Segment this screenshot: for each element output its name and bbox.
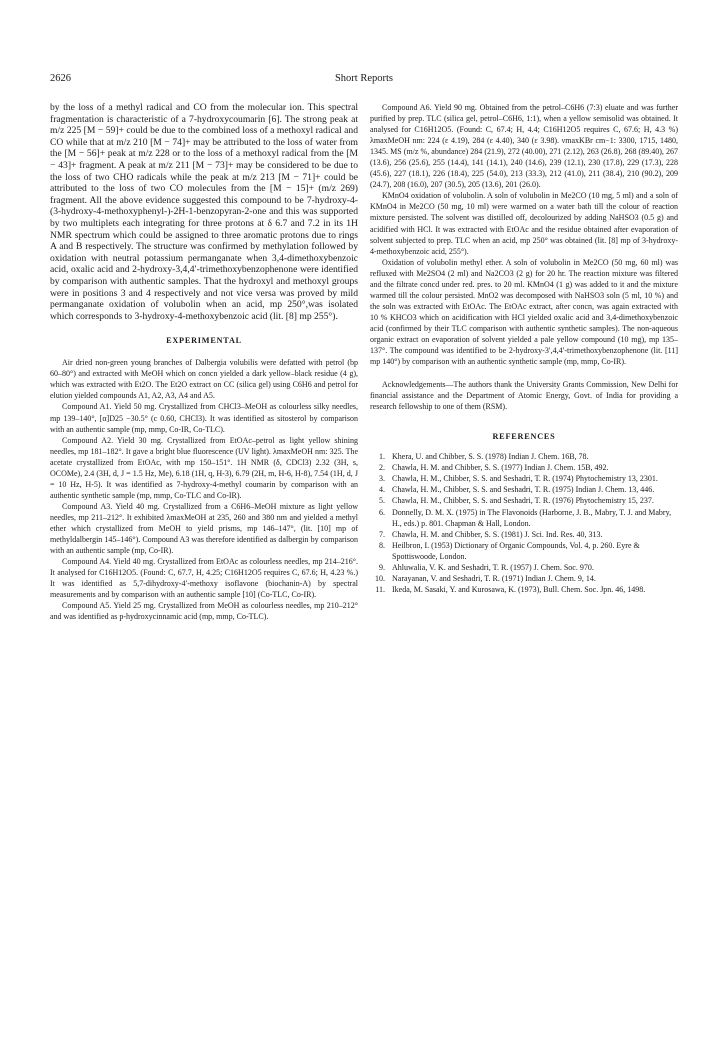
reference-item: 11. Ikeda, M. Sasaki, Y. and Kurosawa, K. (1973), Bull. Chem. Soc. Jpn. 46, 1498. xyxy=(375,584,646,594)
reference-item: 8. Heilbron, I. (1953) Dictionary of Organic Compounds, Vol. 4, p. 260. Eyre & Spottiswoode, London. xyxy=(379,540,640,561)
reference-item: 9. Ahluwalia, V. K. and Seshadri, T. R. (1957) J. Chem. Soc. 970. xyxy=(379,562,594,572)
compound-a2-paragraph: Compound A2. Yield 30 mg. Crystallized from EtOAc–petrol as light yellow shining needles, mp 181–182°. It gave a bright blue fluorescence (UV light). λmaxMeOH nm: 325. The acetate crystallized from EtOAc, with mp 150–151°. 1H NMR (δ, CDCl3) 2.32 (3H, s, OCOMe), 2.4 (3H, d, J = 1.5 Hz, Me), 6.18 (1H, q, H-3), 6.79 (2H, m, H-6, H-8), 7.54 (1H, d, J = 10 Hz, H-5). It was identified as 7-hydroxy-4-methyl coumarin by comparison with an authentic synthetic sample (mp, mmp, Co-TLC and Co-IR). xyxy=(50,435,358,500)
compound-a6-paragraph: Compound A6. Yield 90 mg. Obtained from the petrol–C6H6 (7:3) eluate and was further purified by prep. TLC (silica gel, petrol–C6H6, 1:1), when a yellow semisolid was obtained. It analysed for C16H12O5. (Found: C, 67.4; H, 4.4; C16H12O5 requires C, 67.6; H, 4.3 %) λmaxMeOH nm: 224 (ε 4.19), 284 (ε 4.40), 340 (ε 3.98). νmaxKBr cm−1: 3300, 1715, 1480, 1345. MS (m/z %, abundance) 284 (21.9), 272 (40.00), 271 (2.12), 263 (26.8), 268 (89.40), 267 (13.6), 256 (25.6), 255 (14.4), 141 (14.1), 240 (14.6), 239 (12.1), 230 (17.8), 229 (17.3), 228 (45.6), 227 (18.1), 226 (18.4), 225 (54.0), 213 (33.3), 212 (41.0), 211 (38.4), 210 (90.2), 209 (24.7), 208 (16.0), 207 (30.5), 205 (13.6), 201 (26.0). xyxy=(370,103,678,190)
experimental-heading: EXPERIMENTAL xyxy=(166,336,242,346)
reference-item: 4. Chawla, H. M., Chibber, S. S. and Seshadri, T. R. (1975) Indian J. Chem. 13, 446. xyxy=(379,485,655,495)
compound-a3-paragraph: Compound A3. Yield 40 mg. Crystallized from a C6H6–MeOH mixture as light yellow needles, mp 211–212°. It exhibited λmaxMeOH at 235, 260 and 380 nm and yielded a methyl ether which crystallized from MeOH to yield prisms, mp 146–147°, (lit. [10] mp of methyldalbergin 145–146°). Compound A3 was therefore identified as dalbergin by comparison with an authentic sample (mp, Co-IR). xyxy=(50,501,358,556)
methyl-ether-oxidation-paragraph: Oxidation of volubolin methyl ether. A soln of volubolin in Me2CO (50 mg, 60 ml) was refluxed with Me2SO4 (2 ml) and Na2CO3 (2 g) for 20 hr. The reaction mixture was filtered and the filtrate concd under red. pres. to 20 ml. KMnO4 (1 g) was added to it and the mixture warmed till the colour persisted. MnO2 was decomposed with NaHSO3 soln (5 ml, 10 %) and the soln was extracted with EtOAc. The EtOAc extract, after concn, was again extracted with 10 % KHCO3 which on acidification with HCl yielded oxalic acid and 3,4-dimethoxybenzoic acid (confirmed by their TLC comparison with authentic synthetic samples). The non-aqueous organic extract on evaporation of solvent yielded a pale yellow compound (10 mg), mp 135–137°. The compound was identified to be 2-hydroxy-3′,4,4′-trimethoxybenzophenone (lit. [11] mp 140°) by comparison with an authentic synthetic sample (mp, mmp, Co-IR). xyxy=(370,257,678,367)
references-heading: REFERENCES xyxy=(492,432,556,442)
reference-item: 10. Narayanan, V. and Seshadri, T. R. (1971) Indian J. Chem. 9, 14. xyxy=(375,573,596,583)
right-column xyxy=(370,102,678,595)
page-header xyxy=(0,72,728,86)
reference-item: 3. Chawla, H. M., Chibber, S. S. and Seshadri, T. R. (1974) Phytochemistry 13, 2301. xyxy=(379,474,658,484)
reference-list xyxy=(370,451,678,595)
reference-item: 6. Donnelly, D. M. X. (1975) in The Flavonoids (Harborne, J. B., Mabry, T. J. and Mabry, H., eds.) p. 801. Chapman & Hall, London. xyxy=(379,507,672,528)
compound-a5-paragraph: Compound A5. Yield 25 mg. Crystallized from MeOH as colourless needles, mp 210–212° and was identified as p-hydroxycinnamic acid (mp, mmp, Co-TLC). xyxy=(50,601,358,622)
results-paragraph: by the loss of a methyl radical and CO from the molecular ion. This spectral fragmentation is characteristic of a 7-hydroxycoumarin [6]. The strong peak at m/z 225 [M − 59]+ could be due to the combined loss of a methoxyl radical and CO while that at m/z 210 [M − 74]+ may be attributed to the loss of water from the [M − 56]+ peak at m/z 228 or to the loss of a methoxyl radical from the [M − 43]+ fragment. A peak at m/z 211 [M − 73]+ may be considered to be due to the loss of two CHO radicals while the peak at m/z 213 [M − 71]+ could be attributed to the loss of two CO molecules from the [M − 15]+ (m/z 269) fragment. All the above evidence suggested this compound to be 7-hydroxy-4-(3-hydroxy-4-methoxyphenyl-)-2H-1-benzopyran-2-one and this was supported by two multiplets each integrating for three protons at δ 6.7 and 7.2 in its 1H NMR spectrum which could be assigned to three aromatic protons due to rings A and B respectively. The structure was confirmed by methylation followed by oxidation with neutral potassium permanganate when 3,4-dimethoxybenzoic acid, oxalic acid and 2-hydroxy-3,4,4′-trimethoxybenzophenone were identified by comparison with authentic samples. That the hydroxyl and methoxyl groups were in positions 3 and 4 respectively and not vice versa was proved by mild permanganate oxidation of volubolin when an acid, mp 250°,was isolated which corresponds to 3-hydroxy-4-methoxybenzoic acid (lit. [8] mp 255°). xyxy=(50,102,358,322)
compound-a4-paragraph: Compound A4. Yield 40 mg. Crystallized from EtOAc as colourless needles, mp 214–216°. It analysed for C16H12O5. (Found: C, 67.7, H, 4.25; C16H12O5 requires C, 67.6; H, 4.23 %.) It was identified as 5,7-dihydroxy-4′-methoxy isoflavone (biochanin-A) by spectral measurements and by comparison with an authentic sample [10] (Co-TLC, Co-IR). xyxy=(50,557,358,600)
reference-item: 5. Chawla, H. M., Chibber, S. S. and Seshadri, T. R. (1976) Phytochemistry 15, 237. xyxy=(379,496,654,506)
acknowledgements-paragraph: Acknowledgements—The authors thank the University Grants Commission, New Delhi for financial assistance and the Department of Atomic Energy, Govt. of India for providing a research fellowship to one of them (RSM). xyxy=(370,380,678,412)
page-number: 2626 xyxy=(50,73,71,84)
reference-item: 7. Chawla, H. M. and Chibber, S. S. (1981) J. Sci. Ind. Res. 40, 313. xyxy=(379,529,603,539)
experimental-paragraph: Air dried non-green young branches of Dalbergia volubilis were defatted with petrol (bp 60–80°) and extracted with MeOH which on concn yielded a dark yellow–black residue (4 g), which was extracted with Et2O. The Et2O extract on CC (silica gel) using C6H6 and petrol for elution yielded compounds A1, A2, A3, A4 and A5. xyxy=(50,358,358,401)
running-title: Short Reports xyxy=(334,73,394,84)
reference-item: 2. Chawla, H. M. and Chibber, S. S. (1977) Indian J. Chem. 15B, 492. xyxy=(379,463,609,473)
left-column xyxy=(50,102,358,622)
reference-item: 1. Khera, U. and Chibber, S. S. (1978) Indian J. Chem. 16B, 78. xyxy=(379,452,589,462)
compound-a1-paragraph: Compound A1. Yield 50 mg. Crystallized from CHCl3–MeOH as colourless silky needles, mp 139–140°, [α]D25 −30.5° (c 0.60, CHCl3). It was identified as sitosterol by comparison with an authentic sample (mp, mmp, Co-IR, Co-TLC). xyxy=(50,402,358,434)
kmno4-oxidation-paragraph: KMnO4 oxidation of volubolin. A soln of volubolin in Me2CO (10 mg, 5 ml) and a soln of KMnO4 in Me2CO (50 mg, 10 ml) were warmed on a water bath till the colour of reaction mixture persisted. The solvent was distilled off, decolourized by adding NaHSO3 (0.5 g) and acidified with HCl. It was extracted with EtOAc and the residue obtained after evaporation of solvent subjected to prep. TLC when an acid, mp 250° was obtained (lit. [8] mp of 3-hydroxy-4-methoxybenzoic acid, 255°). xyxy=(370,191,678,256)
